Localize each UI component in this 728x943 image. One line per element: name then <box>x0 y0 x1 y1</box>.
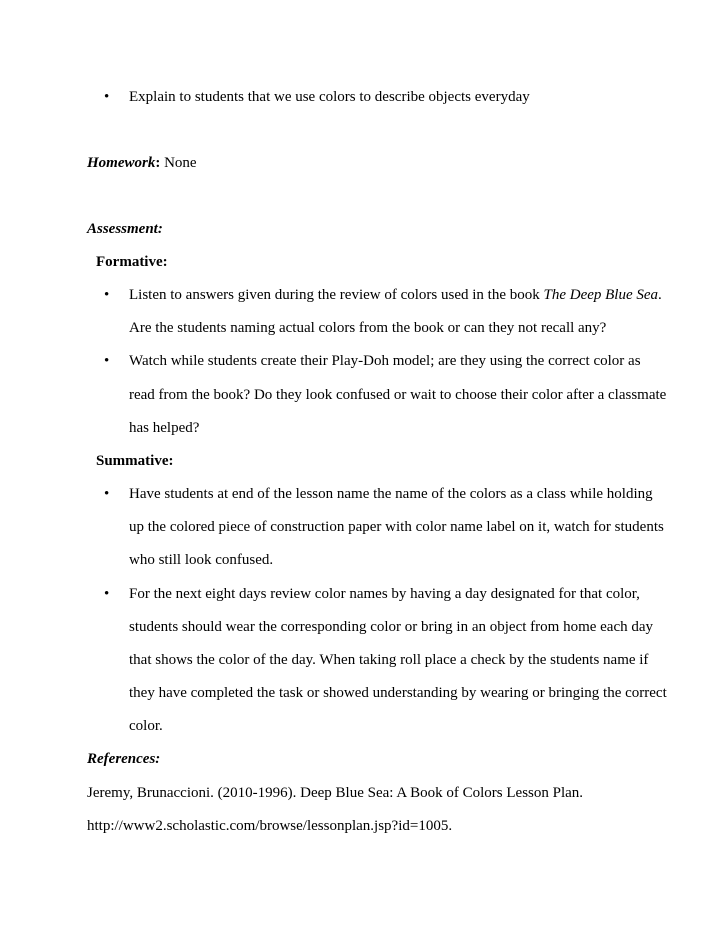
formative-heading: Formative: <box>96 254 168 270</box>
summative-bullet-1-line-3: who still look confused. <box>129 552 274 568</box>
intro-bullet-text: Explain to students that we use colors to describe objects everyday <box>129 89 530 105</box>
formative-bullet-1-line-2: Are the students naming actual colors from the book or can they not recall any? <box>129 320 607 336</box>
homework-value: None <box>160 155 197 171</box>
formative-bullet-1-period: . <box>658 287 662 303</box>
summative-bullet-2-line-1: For the next eight days review color names by having a day designated for that color, <box>129 586 640 602</box>
formative-bullet-2-line-2: read from the book? Do they look confused or wait to choose their color after a classmate <box>129 387 667 403</box>
formative-bullet-1-line-1 <box>129 286 662 304</box>
bullet-marker: • <box>104 353 110 369</box>
homework-line <box>87 154 197 172</box>
summative-bullet-2-line-4: they have completed the task or showed understanding by wearing or bringing the correct <box>129 685 667 701</box>
formative-bullet-1-text: Listen to answers given during the review of colors used in the book <box>129 287 544 303</box>
homework-label: Homework <box>87 155 156 171</box>
bullet-marker: • <box>104 586 110 602</box>
bullet-marker: • <box>104 287 110 303</box>
bullet-marker: • <box>104 486 110 502</box>
bullet-marker: • <box>104 89 110 105</box>
summative-bullet-1-line-1: Have students at end of the lesson name the name of the colors as a class while holding <box>129 486 653 502</box>
summative-bullet-1-line-2: up the colored piece of construction paper with color name label on it, watch for students <box>129 519 664 535</box>
summative-heading: Summative: <box>96 453 174 469</box>
references-heading: References: <box>87 751 161 767</box>
summative-bullet-2-line-2: students should wear the corresponding color or bring in an object from home each day <box>129 619 654 635</box>
summative-bullet-2-line-3: that shows the color of the day. When taking roll place a check by the students name if <box>129 652 649 668</box>
reference-citation: Jeremy, Brunaccioni. (2010-1996). Deep Blue Sea: A Book of Colors Lesson Plan. <box>87 785 584 801</box>
summative-bullet-2-line-5: color. <box>129 718 163 734</box>
reference-url: http://www2.scholastic.com/browse/lessonplan.jsp?id=1005. <box>87 818 453 834</box>
formative-bullet-2-line-1: Watch while students create their Play-Doh model; are they using the correct color as <box>129 353 641 369</box>
assessment-heading: Assessment: <box>87 221 163 237</box>
formative-bullet-2-line-3: has helped? <box>129 420 200 436</box>
homework-colon: : <box>155 155 161 171</box>
book-title: The Deep Blue Sea <box>543 287 659 303</box>
